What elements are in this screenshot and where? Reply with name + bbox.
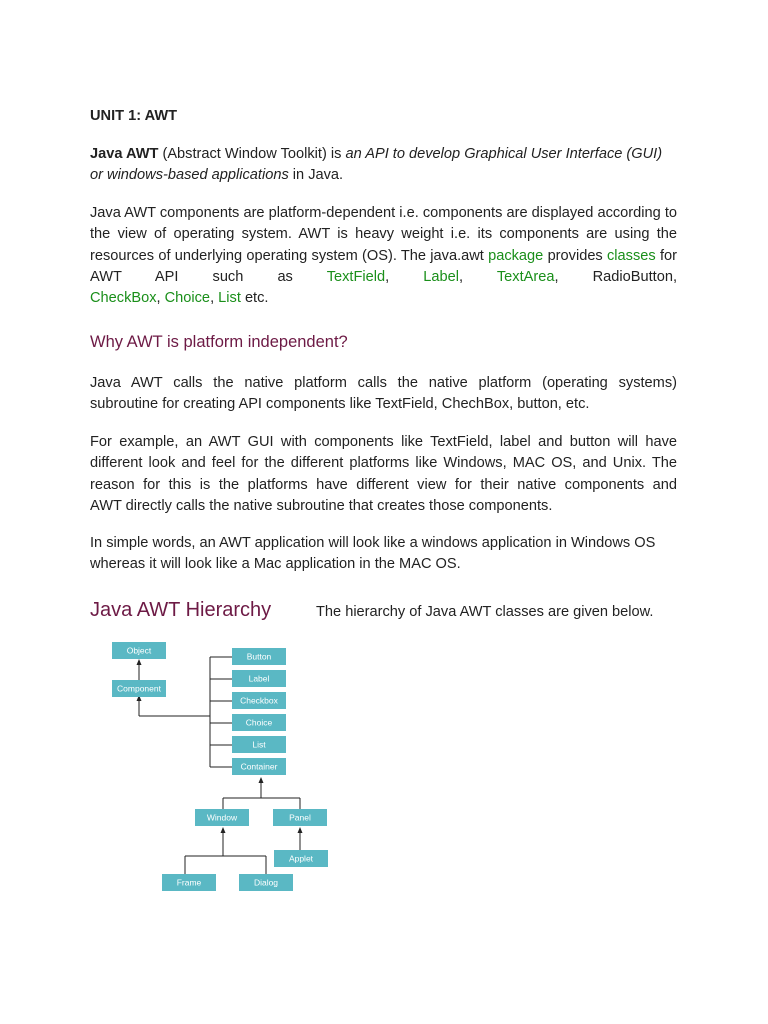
why-paragraph-2 [90,432,677,517]
node-list [232,736,286,753]
node-component-label: Component [117,683,161,694]
why-para-1-main: Java AWT calls the native platform calls the native platform (operating systems) [90,375,677,391]
why-para-1-last: subroutine for creating API components like TextField, ChechBox, button, etc. [90,396,590,413]
node-choice [232,714,286,731]
intro-text-1: (Abstract Window Toolkit) is [158,146,346,162]
link-package[interactable]: package [488,247,544,264]
hierarchy-heading: Java AWT Hierarchy [90,599,272,621]
why-paragraph-1 [90,373,677,416]
why-para-2-main: For example, an AWT GUI with components like TextField, label and button will have different look and feel for the different platforms like Windows, MAC OS, and Unix. The reason for this is the platforms have different view for their native components and [90,434,677,493]
node-label-label: Label [248,673,270,684]
node-applet-label: Applet [288,853,314,864]
node-container-label: Container [240,761,278,772]
link-choice[interactable]: Choice [164,290,211,307]
node-button [232,648,286,665]
para2-sep-1: , [385,268,424,285]
intro-italic: an API to develop Graphical User Interface (GUI) or windows-based applications [90,146,663,184]
node-button-label: Button [246,651,272,662]
para2-sep-4: , [210,290,219,307]
node-choice-label: Choice [245,717,273,728]
hierarchy-note: The hierarchy of Java AWT classes are given below. [316,604,654,620]
components-paragraph [90,203,677,309]
node-dialog-label: Dialog [253,877,279,888]
unit-title: UNIT 1: AWT [90,108,178,124]
node-list-label: List [252,739,266,750]
para2-text-5: etc. [240,290,269,307]
link-label[interactable]: Label [423,268,459,285]
link-textarea[interactable]: TextArea [496,268,555,285]
node-frame [162,874,216,891]
para2-text-4: , RadioButton, [554,268,677,285]
para2-sep-3: , [156,290,165,307]
node-window-label: Window [206,812,238,823]
awt-hierarchy-diagram [100,636,340,896]
node-object [112,642,166,659]
link-list[interactable]: List [218,290,241,307]
intro-bold: Java AWT [90,146,159,162]
intro-text-2: in Java. [288,167,344,184]
para2-sep-2: , [458,268,497,285]
node-checkbox [232,692,286,709]
node-object-label: Object [126,645,152,656]
para2-text-1: Java AWT components are platform-dependent i.e. components are displayed according to the view of operating system. AWT is heavy weight i.e. its components are using the resources of underlying operating system (OS). The java.awt [90,205,677,264]
para2-last-line [90,288,677,309]
link-textfield[interactable]: TextField [326,268,386,285]
para2-text-3: for AWT API such as [90,247,677,285]
node-checkbox-label: Checkbox [240,695,278,706]
why-paragraph-3: In simple words, an AWT application will look like a windows application in Windows OS whereas it will look like a Mac application in the MAC OS. [90,535,656,573]
link-classes[interactable]: classes [607,247,656,264]
node-panel-label: Panel [289,812,311,823]
node-panel [273,809,327,826]
intro-paragraph [90,144,677,187]
node-frame-label: Frame [176,877,202,888]
node-window [195,809,249,826]
why-para-2-last: AWT directly calls the native subroutine that creates those components. [90,497,553,514]
node-dialog [239,874,293,891]
why-heading: Why AWT is platform independent? [90,333,348,351]
node-applet [274,850,328,867]
node-label [232,670,286,687]
para2-text-2: provides [543,247,607,264]
node-container [232,758,286,775]
node-component [112,680,166,697]
link-checkbox[interactable]: CheckBox [90,290,157,307]
